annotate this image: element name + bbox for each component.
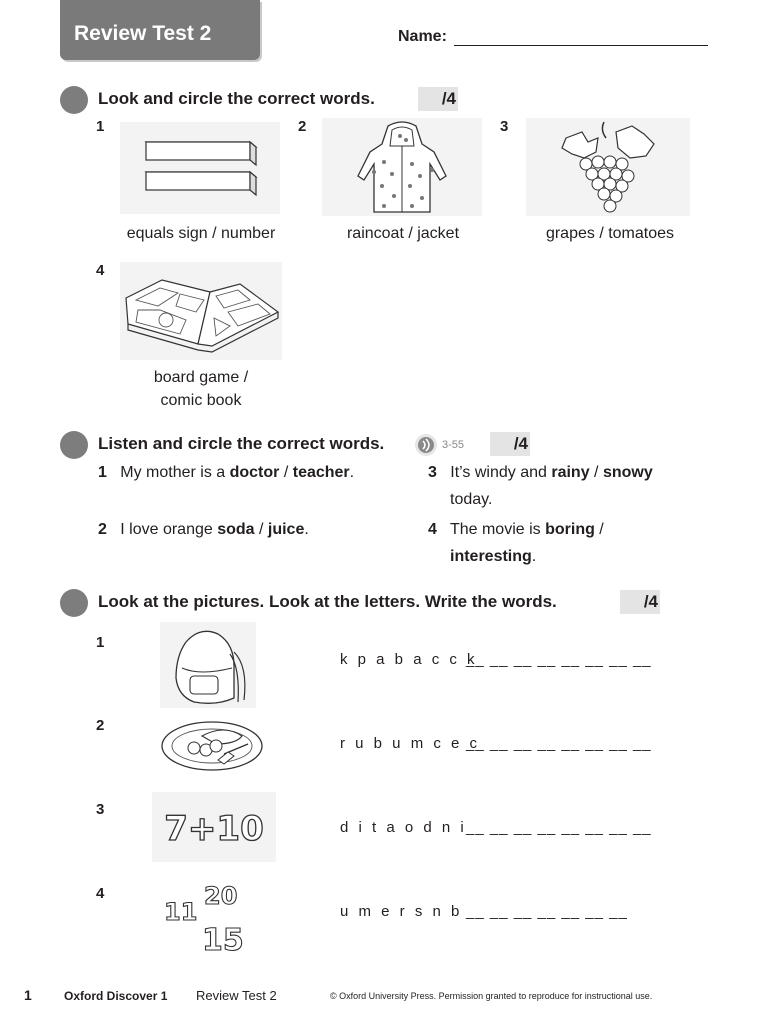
comic-book-icon	[120, 262, 282, 360]
footer-copyright: © Oxford University Press. Permission granted to reproduce for instructional use.	[330, 991, 653, 1001]
section1-heading: Look and circle the correct words.	[98, 89, 375, 108]
section1-bullet	[60, 86, 88, 114]
equals-sign-icon	[120, 122, 280, 214]
s3-item1-num: 1	[96, 634, 105, 651]
backpack-icon	[160, 622, 256, 708]
s3-item1-letters: k p a b a c c k	[340, 651, 478, 668]
title-tab	[60, 0, 260, 60]
s2-item1-num: 1	[98, 464, 107, 481]
name-label: Name:	[398, 28, 447, 45]
s1-item2-num: 2	[298, 118, 307, 135]
footer-test-name: Review Test 2	[196, 988, 277, 1003]
s1-item4-num: 4	[96, 262, 105, 279]
cucumber-plate-icon	[158, 714, 268, 776]
svg-text:11: 11	[164, 898, 198, 926]
section1-score: /4	[418, 87, 458, 111]
s2-item2-num: 2	[98, 521, 107, 538]
addition-icon	[152, 792, 276, 862]
s3-item4-num: 4	[96, 885, 105, 902]
audio-icon[interactable]	[414, 433, 440, 457]
footer-page-number: 1	[24, 987, 32, 1003]
s3-item4-letters: u m e r s n b	[340, 903, 463, 920]
s1-item2-caption[interactable]: raincoat / jacket	[346, 225, 460, 242]
s2-item1: 1 My mother is a doctor / teacher.	[98, 464, 355, 481]
s1-item1-num: 1	[96, 118, 105, 135]
s3-item2-num: 2	[96, 717, 105, 734]
s1-item3-caption[interactable]: grapes / tomatoes	[545, 225, 675, 242]
s2-item2-opt2[interactable]: juice	[267, 521, 305, 538]
s2-item4-opt2[interactable]: interesting	[450, 548, 532, 565]
raincoat-icon	[322, 118, 482, 216]
s2-item1-opt1[interactable]: doctor	[229, 464, 280, 481]
svg-text:15: 15	[202, 923, 244, 958]
name-field[interactable]	[454, 45, 708, 46]
audio-track-number: 3-55	[442, 439, 465, 451]
section3-score: /4	[620, 590, 660, 614]
s3-item3-answer[interactable]: __ __ __ __ __ __ __ __	[466, 819, 652, 836]
s1-item1-caption[interactable]: equals sign / number	[126, 225, 276, 242]
s2-item3: 3 It’s windy and rainy / snowy	[428, 464, 653, 481]
s2-item4-num: 4	[428, 521, 437, 538]
s2-item3-opt1[interactable]: rainy	[551, 464, 590, 481]
s2-item3-line2: today.	[450, 491, 493, 508]
s2-item2-opt1[interactable]: soda	[217, 521, 255, 538]
s2-item3-opt2[interactable]: snowy	[602, 464, 653, 481]
section2-heading: Listen and circle the correct words.	[98, 434, 385, 453]
footer-book-title: Oxford Discover 1	[64, 989, 168, 1003]
s2-item4: 4 The movie is boring /	[428, 521, 604, 538]
s3-item1-answer[interactable]: __ __ __ __ __ __ __ __	[466, 651, 652, 668]
s1-item4-caption-line1[interactable]: board game /	[153, 369, 249, 386]
s3-item3-letters: d i t a o d n i	[340, 819, 467, 836]
section3-heading: Look at the pictures. Look at the letters. Write the words.	[98, 592, 557, 611]
svg-text:7+10: 7+10	[164, 809, 264, 849]
s2-item1-opt2[interactable]: teacher	[292, 464, 350, 481]
s3-item2-answer[interactable]: __ __ __ __ __ __ __ __	[466, 735, 652, 752]
s1-item3-num: 3	[500, 118, 509, 135]
s3-item4-answer[interactable]: __ __ __ __ __ __ __	[466, 903, 628, 920]
grapes-icon	[526, 118, 690, 216]
s2-item3-num: 3	[428, 464, 437, 481]
svg-text:20: 20	[204, 882, 238, 910]
s2-item2: 2 I love orange soda / juice.	[98, 521, 309, 538]
section2-bullet	[60, 431, 88, 459]
section2-score: /4	[490, 432, 530, 456]
s2-item4-line2: interesting.	[450, 548, 537, 565]
s2-item4-opt1[interactable]: boring	[545, 521, 595, 538]
s3-item3-num: 3	[96, 801, 105, 818]
page-title: Review Test 2	[74, 22, 212, 45]
s3-item2-letters: r u b u m c e c	[340, 735, 481, 752]
s1-item4-caption-line2[interactable]: comic book	[160, 392, 242, 409]
section3-bullet	[60, 589, 88, 617]
numbers-icon	[158, 876, 258, 956]
